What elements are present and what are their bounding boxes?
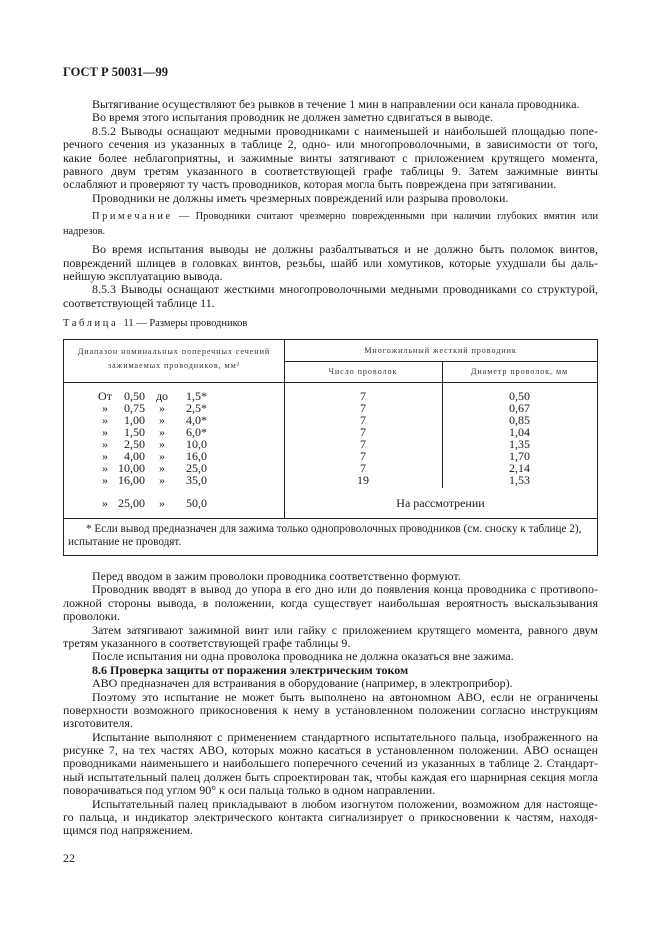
text-line-content: ложной стороны вывода, в положении, когда существует наибольшая вероятность выскальзывания — [63, 596, 598, 610]
text-line-content: рисунке 7, на тех частях АВО, которых можно касаться в установленном положении. АВО оснащен — [63, 744, 598, 758]
paragraph — [63, 624, 598, 651]
text-line-content: — Проводники считают чрезмерно поврежденными при наличии глубоких вмятин или — [179, 211, 598, 223]
wire-diameter: 1,53 — [509, 473, 530, 487]
text-line — [63, 583, 598, 596]
wire-diameter: 2,14 — [509, 461, 530, 475]
range-preposition: » — [159, 496, 165, 510]
text-line — [63, 811, 598, 824]
range-from: 0,50 — [124, 389, 145, 403]
text-line-content: равного двум третям указанного в соответствующей графе таблицы 9. Затем зажимные винты — [63, 164, 598, 178]
text-line — [63, 771, 598, 784]
page-number: 22 — [63, 851, 75, 865]
table-caption — [63, 318, 247, 329]
paragraph — [63, 731, 598, 798]
text-line — [63, 210, 598, 225]
range-prefix: » — [102, 461, 108, 475]
footnote-line: испытание не проводят. — [68, 536, 182, 548]
text-line-content: Испытание выполняют с применением стандартного испытательного пальца, изображенного на — [92, 730, 598, 744]
text-line-content: Во время этого испытания проводник не должен заметно сдвигаться в выводе. — [92, 110, 494, 125]
wire-diameter: 1,35 — [509, 437, 530, 451]
text-line-content: надрезов. — [63, 225, 106, 237]
text-line — [63, 111, 598, 124]
paragraph — [63, 650, 598, 663]
wire-diameter: 1,04 — [509, 425, 530, 439]
text-line — [63, 257, 598, 270]
range-prefix: » — [102, 413, 108, 427]
text-line — [63, 283, 598, 296]
header-wire-count: Число проволок — [328, 367, 398, 376]
range-to: 10,0 — [186, 437, 207, 451]
text-line-content: Перед вводом в зажим проволоки проводника соответственно формуют. — [92, 569, 461, 583]
table-caption-label: Таблица — [63, 318, 119, 329]
range-to: 25,0 — [186, 461, 207, 475]
text-line-content: 8.6 Проверка защиты от поражения электрическим током — [92, 662, 409, 677]
range-preposition: » — [159, 473, 165, 487]
wire-count: 7 — [360, 425, 366, 439]
range-prefix: » — [102, 437, 108, 451]
wire-count: 7 — [360, 413, 366, 427]
text-line — [63, 757, 598, 770]
range-to: 16,0 — [186, 449, 207, 463]
text-line-content: Поэтому это испытание не может быть выполнено на автономном АВО, если не ограничены — [92, 690, 598, 704]
range-from: 1,50 — [124, 425, 145, 439]
text-line — [63, 798, 598, 811]
header-range — [64, 345, 284, 373]
text-line-content: го пальца, и индикатор электрического контакта сигнализирует о прикосновении к частям, находя- — [63, 811, 598, 825]
conductor-sizes-table — [63, 339, 598, 556]
text-line-content: поворачиваться под углом 90° к оси пальца только в одном направлении. — [63, 783, 436, 798]
text-line — [63, 650, 598, 663]
body-section-bottom — [63, 570, 598, 838]
text-line-content: Испытательный палец прикладывают в любом изогнутом положении, возможном для настояще- — [92, 797, 598, 811]
range-preposition: до — [155, 389, 169, 403]
range-from: 25,00 — [118, 496, 145, 510]
paragraph — [63, 583, 598, 623]
text-line-content: щимся под напряжением. — [63, 823, 194, 838]
text-line — [63, 98, 598, 111]
body-section-top — [63, 98, 598, 310]
text-line-content: Затем затягивают зажимной винт или гайку с приложением крутящего момента, равного двум — [92, 623, 598, 637]
range-prefix: От — [98, 389, 112, 403]
paragraph — [63, 798, 598, 838]
table-divider — [64, 382, 597, 383]
text-line — [63, 152, 598, 165]
text-line — [63, 570, 598, 583]
header-range-line: Диапазон номинальных поперечных сечений — [77, 347, 271, 356]
text-line — [63, 664, 598, 677]
wire-count: 7 — [360, 437, 366, 451]
range-from: 16,00 — [118, 473, 145, 487]
range-prefix: » — [102, 496, 108, 510]
table-divider — [64, 518, 597, 519]
range-to: 50,0 — [186, 496, 207, 510]
text-line — [63, 165, 598, 178]
range-preposition: » — [159, 413, 165, 427]
wire-count: 19 — [357, 473, 369, 487]
text-line-content: 8.5.2 Выводы оснащают медными проводниками с наименьшей и наибольшей площадью попе- — [92, 124, 598, 138]
text-line — [63, 125, 598, 138]
note-label: Примечание — [92, 211, 173, 223]
paragraph — [63, 192, 598, 205]
text-line-content: проводниками наименьшего и наибольшего поперечного сечений из указанных в таблице 2. Стандарт- — [63, 757, 598, 771]
range-preposition: » — [159, 461, 165, 475]
header-wire-diameter: Диаметр проволок, мм — [470, 367, 569, 376]
range-from: 4,00 — [124, 449, 145, 463]
text-line-content: Проводники не должны иметь чрезмерных повреждений или разрыва проволоки. — [92, 190, 509, 205]
paragraph — [63, 691, 598, 731]
text-line — [63, 704, 598, 717]
wire-count: 7 — [360, 389, 366, 403]
text-line — [63, 717, 598, 730]
wire-diameter: 1,70 — [509, 449, 530, 463]
range-preposition: » — [159, 401, 165, 415]
range-to: 2,5* — [186, 401, 207, 415]
wire-diameter: 0,85 — [509, 413, 530, 427]
paragraph — [63, 283, 598, 310]
range-prefix: » — [102, 401, 108, 415]
text-line-content: Вытягивание осуществляют без рывков в течение 1 мин в направлении оси канала проводника. — [92, 97, 580, 111]
wire-count: 7 — [360, 449, 366, 463]
range-to: 35,0 — [186, 473, 207, 487]
table-caption-text: 11 — Размеры проводников — [123, 318, 248, 329]
text-line-content: 8.5.3 Выводы оснащают жесткими многопроволочными медными проводниками со структурой, — [92, 283, 598, 297]
text-line — [63, 243, 598, 256]
note-paragraph — [63, 210, 598, 239]
text-line-content: Проводник вводят в вывод до упора в его дно или до появления конца проводника с противопо- — [92, 583, 598, 597]
text-line-content: ослабляют и проверяют ту часть проводников, которая могла быть повреждена при затягивании. — [63, 177, 557, 192]
text-line-content: нейшую эксплуатацию вывода. — [63, 268, 223, 283]
paragraph — [63, 570, 598, 583]
under-consideration: На рассмотрении — [396, 496, 485, 510]
wire-count: 7 — [360, 401, 366, 415]
text-line — [63, 138, 598, 151]
range-preposition: » — [159, 425, 165, 439]
text-line — [63, 624, 598, 637]
wire-diameter: 0,67 — [509, 401, 530, 415]
text-line-content: проволоки. — [63, 609, 121, 624]
wire-count: 7 — [360, 461, 366, 475]
table-divider — [284, 361, 597, 362]
text-line — [63, 731, 598, 744]
text-line — [63, 677, 598, 690]
text-line-content: какие более неблагоприятны, и зажимные винты затягивают с приложением крутящего момента, — [63, 151, 598, 165]
text-line-content: третям указанного в соответствующей графе таблицы 9. — [63, 635, 351, 650]
text-line-content: После испытания ни одна проволока проводника не должна оказаться вне зажима. — [92, 649, 514, 664]
text-line — [63, 637, 598, 650]
document-header: ГОСТ Р 50031—99 — [63, 65, 169, 79]
section-heading — [63, 664, 598, 677]
range-prefix: » — [102, 473, 108, 487]
text-line-content: повреждений шлицев в головках винтов, резьбы, шайб или хомутиков, которые ухудшали бы даль- — [63, 256, 598, 270]
range-to: 1,5* — [186, 389, 207, 403]
text-line-content: соответствующей таблице 11. — [63, 295, 215, 310]
range-prefix: » — [102, 449, 108, 463]
range-from: 10,00 — [118, 461, 145, 475]
text-line — [63, 192, 598, 205]
header-range-line: зажимаемых проводников, мм² — [107, 361, 241, 370]
text-line-content: изготовителя. — [63, 716, 133, 731]
range-to: 6,0* — [186, 425, 207, 439]
text-line — [63, 691, 598, 704]
text-line — [63, 225, 598, 240]
header-group: Многожильный жесткий проводник — [364, 346, 517, 355]
text-line-content: поверхности возможного прикосновения к нему в установленном положении согласно инструкциям — [63, 703, 598, 717]
text-line — [63, 297, 598, 310]
text-line — [63, 784, 598, 797]
text-line-content: речного сечения из указанных в таблице 2, одно- или многопроволочными, в зависимости от того, — [63, 138, 598, 152]
paragraph — [63, 125, 598, 192]
range-preposition: » — [159, 437, 165, 451]
text-line — [63, 824, 598, 837]
paragraph — [63, 243, 598, 283]
table-footnote — [64, 523, 597, 549]
range-preposition: » — [159, 449, 165, 463]
text-line — [63, 270, 598, 283]
range-from: 2,50 — [124, 437, 145, 451]
wire-diameter: 0,50 — [509, 389, 530, 403]
range-prefix: » — [102, 425, 108, 439]
range-from: 0,75 — [124, 401, 145, 415]
footnote-line: * Если вывод предназначен для зажима только однопроволочных проводников (см. сноску к таблице 2), — [86, 523, 582, 535]
paragraph — [63, 98, 598, 111]
text-line-content: Во время испытания выводы не должны разбалтываться и не должно быть поломок винтов, — [92, 243, 598, 257]
range-from: 1,00 — [124, 413, 145, 427]
text-line — [63, 610, 598, 623]
paragraph — [63, 111, 598, 124]
text-line — [63, 178, 598, 191]
text-line — [63, 744, 598, 757]
text-line — [63, 597, 598, 610]
text-line-content: АВО предназначен для встраивания в оборудование (например, в электроприбор). — [92, 676, 513, 691]
range-to: 4,0* — [186, 413, 207, 427]
paragraph — [63, 677, 598, 690]
text-line-content: ный испытательный палец должен быть спроектирован так, чтобы каждая его шарнирная секция могла — [63, 770, 598, 784]
